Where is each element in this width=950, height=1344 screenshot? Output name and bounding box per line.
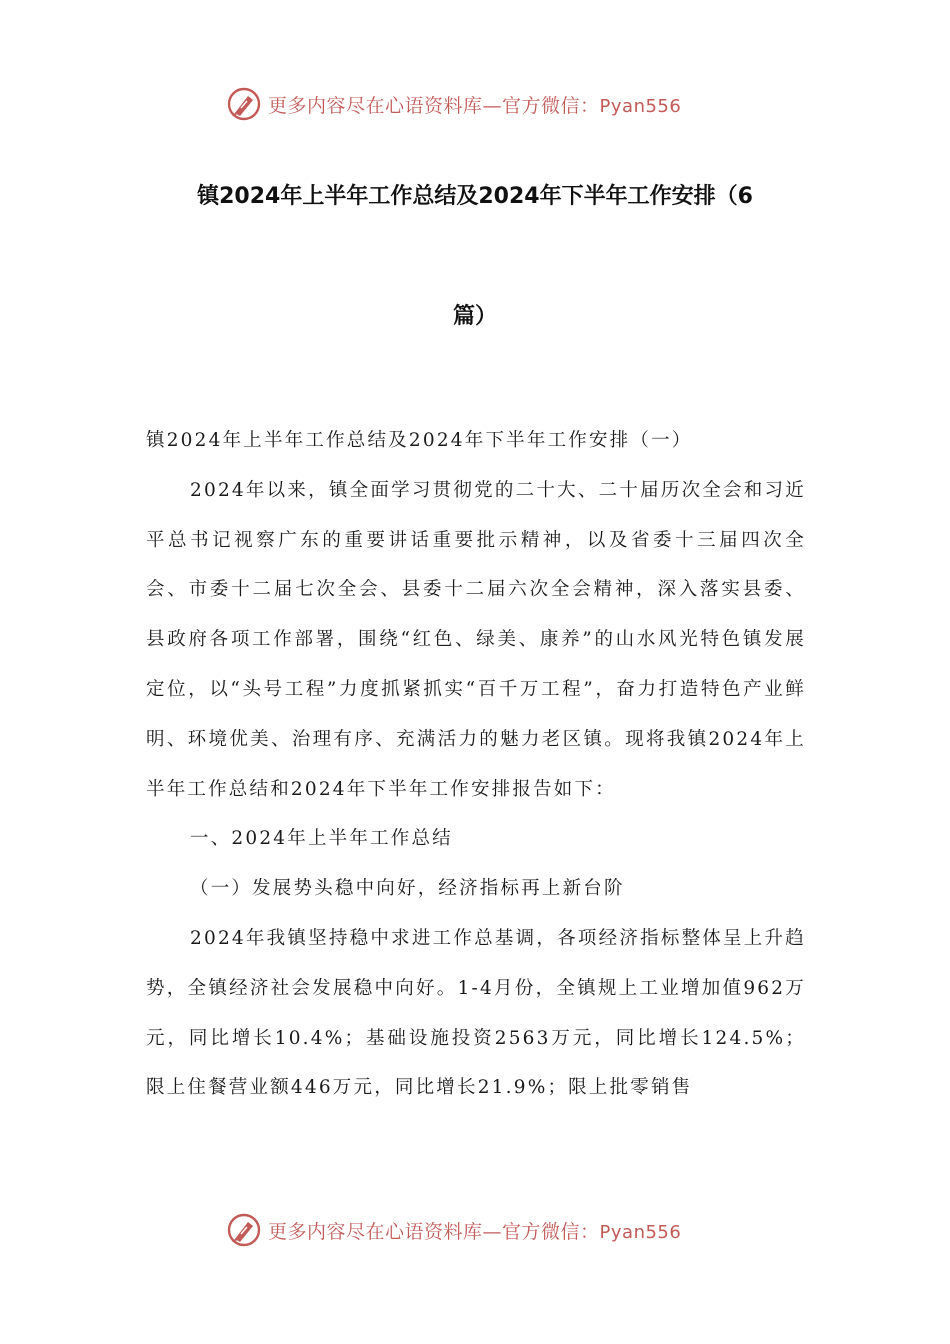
- watermark-banner-bottom: [0, 1210, 950, 1250]
- section-subtitle: 镇2024年上半年工作总结及2024年下半年工作安排（一）: [146, 430, 693, 451]
- watermark-text: 更多内容尽在心语资料库—官方微信：Pyan556: [268, 95, 682, 117]
- document-body: [146, 416, 806, 1113]
- document-title-line-2: 篇）: [452, 304, 497, 329]
- section-heading: 一、2024年上半年工作总结: [190, 828, 453, 850]
- watermark-banner-top: [0, 84, 950, 124]
- subsection-heading: （一）发展势头稳中向好，经济指标再上新台阶: [190, 878, 625, 900]
- pen-nib-logo-icon: [226, 86, 262, 122]
- document-title-line-1: 镇2024年上半年工作总结及2024年下半年工作安排（6: [197, 184, 753, 209]
- paragraph-economy: 2024年我镇坚持稳中求进工作总基调，各项经济指标整体呈上升趋势，全镇经济社会发展稳中向好。1-4月份，全镇规上工业增加值962万元，同比增长10.4%；基础设施投资2563万元，同比增长124.5%；限上住餐营业额446万元，同比增长21.9%；限上批零销售: [146, 927, 806, 1099]
- wechat-id: Pyan556: [599, 96, 682, 117]
- wechat-id: Pyan556: [599, 1222, 682, 1243]
- pen-nib-logo-icon: [226, 1212, 262, 1248]
- watermark-text: 更多内容尽在心语资料库—官方微信：Pyan556: [268, 1221, 682, 1243]
- paragraph-intro: 2024年以来，镇全面学习贯彻党的二十大、二十届历次全会和习近平总书记视察广东的重要讲话重要批示精神，以及省委十三届四次全会、市委十二届七次全会、县委十二届六次全会精神，深入落实县委、县政府各项工作部署，围绕“红色、绿美、康养”的山水风光特色镇发展定位，以“头号工程”力度抓紧抓实“百千万工程”，奋力打造特色产业鲜明、环境优美、治理有序、充满活力的魅力老区镇。现将我镇2024年上半年工作总结和2024年下半年工作安排报告如下：: [146, 479, 806, 800]
